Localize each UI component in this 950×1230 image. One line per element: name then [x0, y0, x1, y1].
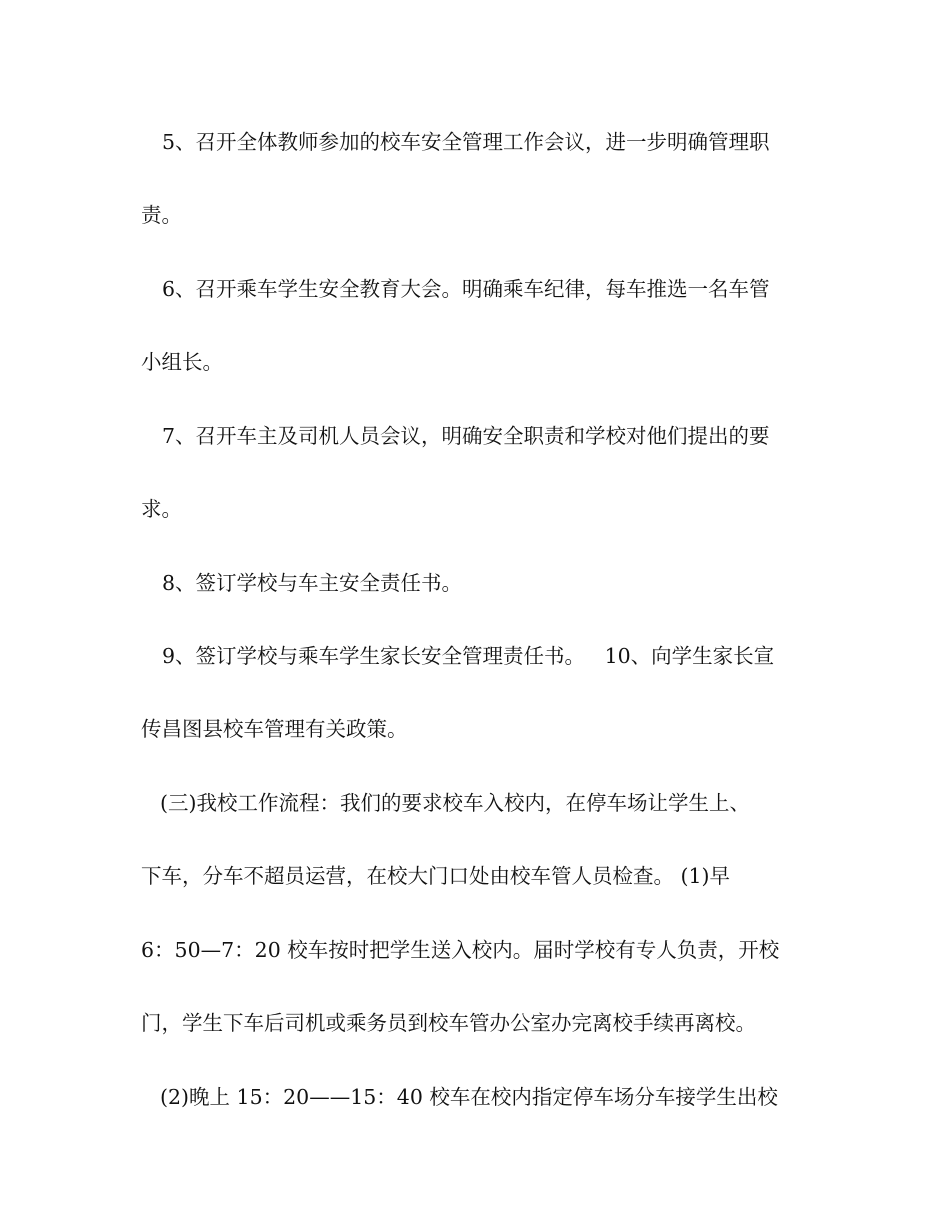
text-line-12	[0, 930, 950, 970]
text-line-6	[0, 489, 950, 529]
paragraph-9-start: 9、签订学校与乘车学生家长安全管理责任书。 10、向学生家长宣	[162, 644, 775, 668]
paragraph-7-end: 求。	[141, 497, 182, 521]
text-line-13	[0, 1003, 950, 1043]
text-line-1	[0, 122, 950, 162]
text-line-8	[0, 636, 950, 676]
text-line-7	[0, 563, 950, 603]
paragraph-6-start: 6、召开乘车学生安全教育大会。明确乘车纪律，每车推选一名车管	[162, 277, 770, 301]
section-3-start: (三)我校工作流程：我们的要求校车入校内，在停车场让学生上、	[160, 791, 750, 815]
paragraph-5-end: 责。	[141, 203, 182, 227]
evening-schedule: (2)晚上 15：20——15：40 校车在校内指定停车场分车接学生出校	[160, 1085, 778, 1109]
text-line-5	[0, 416, 950, 456]
paragraph-8: 8、签订学校与车主安全责任书。	[162, 571, 463, 595]
morning-schedule-end: 门，学生下车后司机或乘务员到校车管办公室办完离校手续再离校。	[141, 1011, 756, 1035]
paragraph-5-start: 5、召开全体教师参加的校车安全管理工作会议，进一步明确管理职	[162, 130, 770, 154]
text-line-4	[0, 342, 950, 382]
text-line-14	[0, 1077, 950, 1117]
text-line-10	[0, 783, 950, 823]
morning-schedule: 6：50—7：20 校车按时把学生送入校内。届时学校有专人负责，开校	[141, 938, 780, 962]
text-line-9	[0, 709, 950, 749]
section-3-continued: 下车，分车不超员运营，在校大门口处由校车管人员检查。 (1)早	[141, 864, 731, 888]
paragraph-10-end: 传昌图县校车管理有关政策。	[141, 717, 408, 741]
paragraph-7-start: 7、召开车主及司机人员会议，明确安全职责和学校对他们提出的要	[162, 424, 770, 448]
text-line-11	[0, 856, 950, 896]
text-line-3	[0, 269, 950, 309]
paragraph-6-end: 小组长。	[141, 350, 223, 374]
text-line-2	[0, 195, 950, 235]
